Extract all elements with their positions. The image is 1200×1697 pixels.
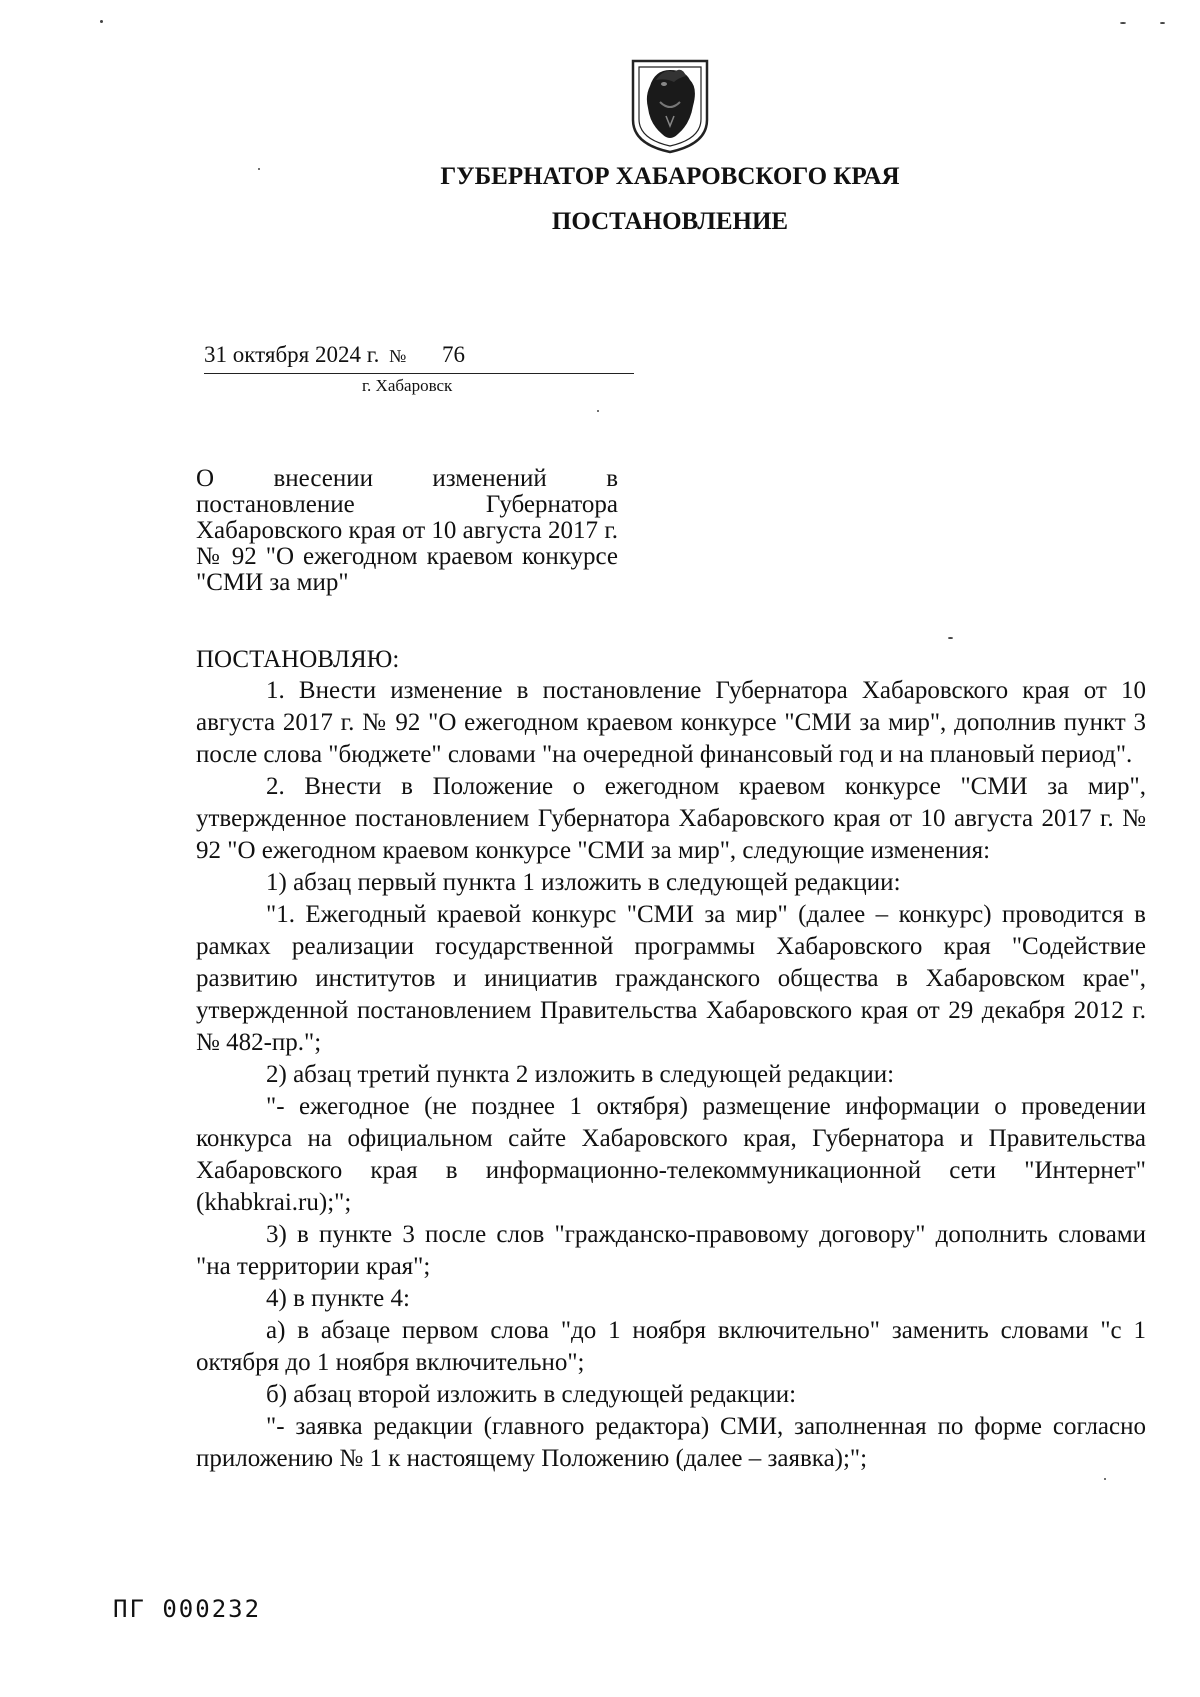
paragraph: "- заявка редакции (главного редактора) СМИ, заполненная по форме согласно приложению № 1 к настоящему Положению (далее – заявка);"; bbox=[196, 1413, 1146, 1472]
document-subject: О внесении изменений в постановление Губернатора Хабаровского края от 10 августа 2017 г. № 92 "О ежегодном краевом конкурсе "СМИ за мир" bbox=[196, 465, 618, 596]
paragraph: 1) абзац первый пункта 1 изложить в следующей редакции: bbox=[266, 869, 901, 896]
paragraph: "1. Ежегодный краевой конкурс "СМИ за мир" (далее – конкурс) проводится в рамках реализации государственной программы Хабаровского края "Содействие развитию институтов и инициатив гражданского общества в Хабаровском крае", утвержденной постановлением Правительства Хабаровского края от 29 декабря 2012 г. № 482-пр."; bbox=[196, 901, 1146, 1056]
document-type: ПОСТАНОВЛЕНИЕ bbox=[551, 208, 789, 235]
date-underline bbox=[204, 373, 634, 374]
document-number: 76 bbox=[442, 342, 466, 367]
paragraph: 1. Внести изменение в постановление Губернатора Хабаровского края от 10 августа 2017 г. № 92 "О ежегодном краевом конкурсе "СМИ за мир", дополнив пункт 3 после слова "бюджете" словами "на очередной финансовый год и на плановый период". bbox=[196, 677, 1146, 768]
scan-speck bbox=[1104, 1478, 1106, 1480]
issuing-authority: ГУБЕРНАТОР ХАБАРОВСКОГО КРАЯ bbox=[440, 163, 900, 190]
city: г. Хабаровск bbox=[362, 376, 453, 395]
scan-speck bbox=[100, 20, 103, 23]
scan-speck bbox=[948, 637, 953, 639]
paragraph: б) абзац второй изложить в следующей редакции: bbox=[266, 1381, 797, 1408]
date-number-line bbox=[204, 342, 465, 368]
paragraph: 2) абзац третий пункта 2 изложить в следующей редакции: bbox=[266, 1061, 895, 1088]
decree-word: ПОСТАНОВЛЯЮ: bbox=[196, 646, 400, 673]
document-body bbox=[196, 675, 1146, 1475]
number-label: № bbox=[389, 346, 407, 366]
paragraph: а) в абзаце первом слова "до 1 ноября включительно" заменить словами "с 1 октября до 1 ноября включительно"; bbox=[196, 1317, 1146, 1376]
scan-speck bbox=[258, 168, 260, 170]
form-series-number: ПГ 000232 bbox=[113, 1595, 262, 1623]
khabarovsk-krai-coat-of-arms-icon bbox=[630, 58, 710, 154]
scan-speck bbox=[597, 410, 599, 412]
scan-speck bbox=[1120, 22, 1126, 24]
emblem bbox=[630, 58, 710, 154]
paragraph: 3) в пункте 3 после слов "гражданско-правовому договору" дополнить словами "на территории края"; bbox=[196, 1221, 1146, 1280]
document-date: 31 октября 2024 г. bbox=[204, 342, 380, 367]
paragraph: "- ежегодное (не позднее 1 октября) размещение информации о проведении конкурса на официальном сайте Хабаровского края, Губернатора и Правительства Хабаровского края в информационно-телекоммуникационной сети "Интернет" (khabkrai.ru);"; bbox=[196, 1093, 1146, 1216]
paragraph: 4) в пункте 4: bbox=[266, 1285, 410, 1312]
scan-speck bbox=[1160, 22, 1165, 24]
paragraph: 2. Внести в Положение о ежегодном краевом конкурсе "СМИ за мир", утвержденное постановлением Губернатора Хабаровского края от 10 августа 2017 г. № 92 "О ежегодном краевом конкурсе "СМИ за мир", следующие изменения: bbox=[196, 773, 1146, 864]
